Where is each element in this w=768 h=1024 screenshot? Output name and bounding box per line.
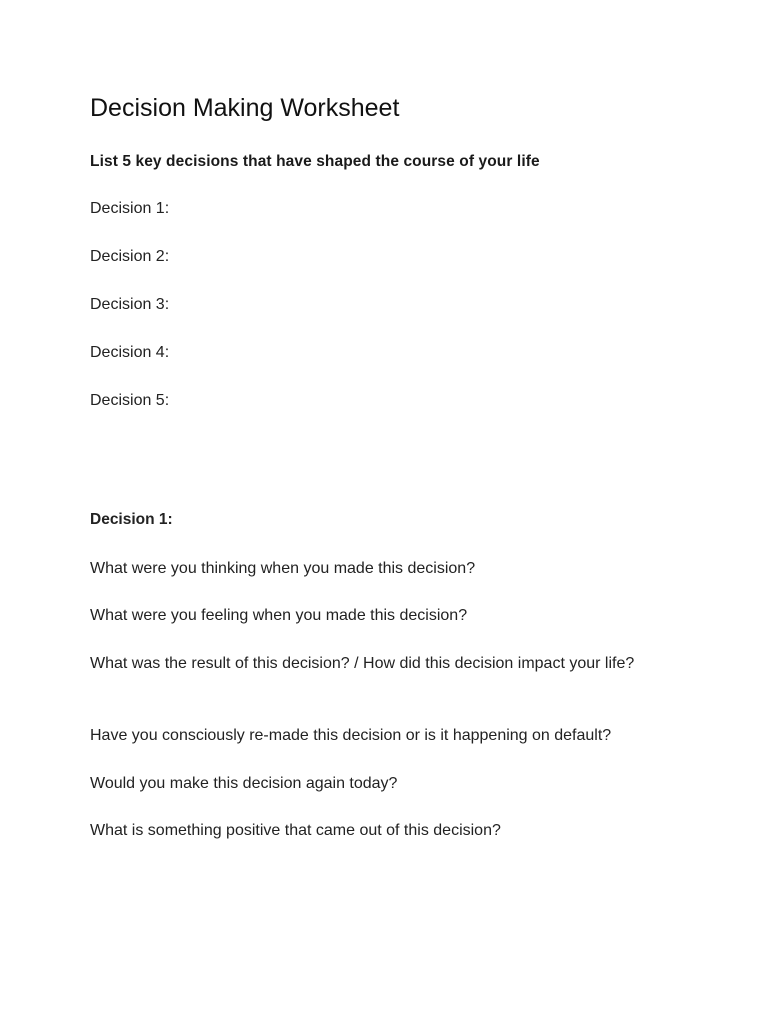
question-remade: Have you consciously re-made this decision or is it happening on default? <box>90 727 612 744</box>
decision-list-item-3: Decision 3: <box>90 296 170 313</box>
instruction-text: List 5 key decisions that have shaped the course of your life <box>90 153 540 170</box>
section-heading: Decision 1: <box>90 511 173 528</box>
decision-list-item-2: Decision 2: <box>90 248 170 265</box>
question-thinking: What were you thinking when you made this decision? <box>90 560 476 577</box>
question-positive: What is something positive that came out of this decision? <box>90 822 501 839</box>
page-title: Decision Making Worksheet <box>90 94 400 122</box>
decision-list-item-4: Decision 4: <box>90 344 170 361</box>
question-feeling: What were you feeling when you made this decision? <box>90 607 468 624</box>
question-result: What was the result of this decision? / How did this decision impact your life? <box>90 655 635 672</box>
decision-list-item-5: Decision 5: <box>90 392 170 409</box>
decision-list-item-1: Decision 1: <box>90 200 170 217</box>
question-again-today: Would you make this decision again today? <box>90 775 398 792</box>
